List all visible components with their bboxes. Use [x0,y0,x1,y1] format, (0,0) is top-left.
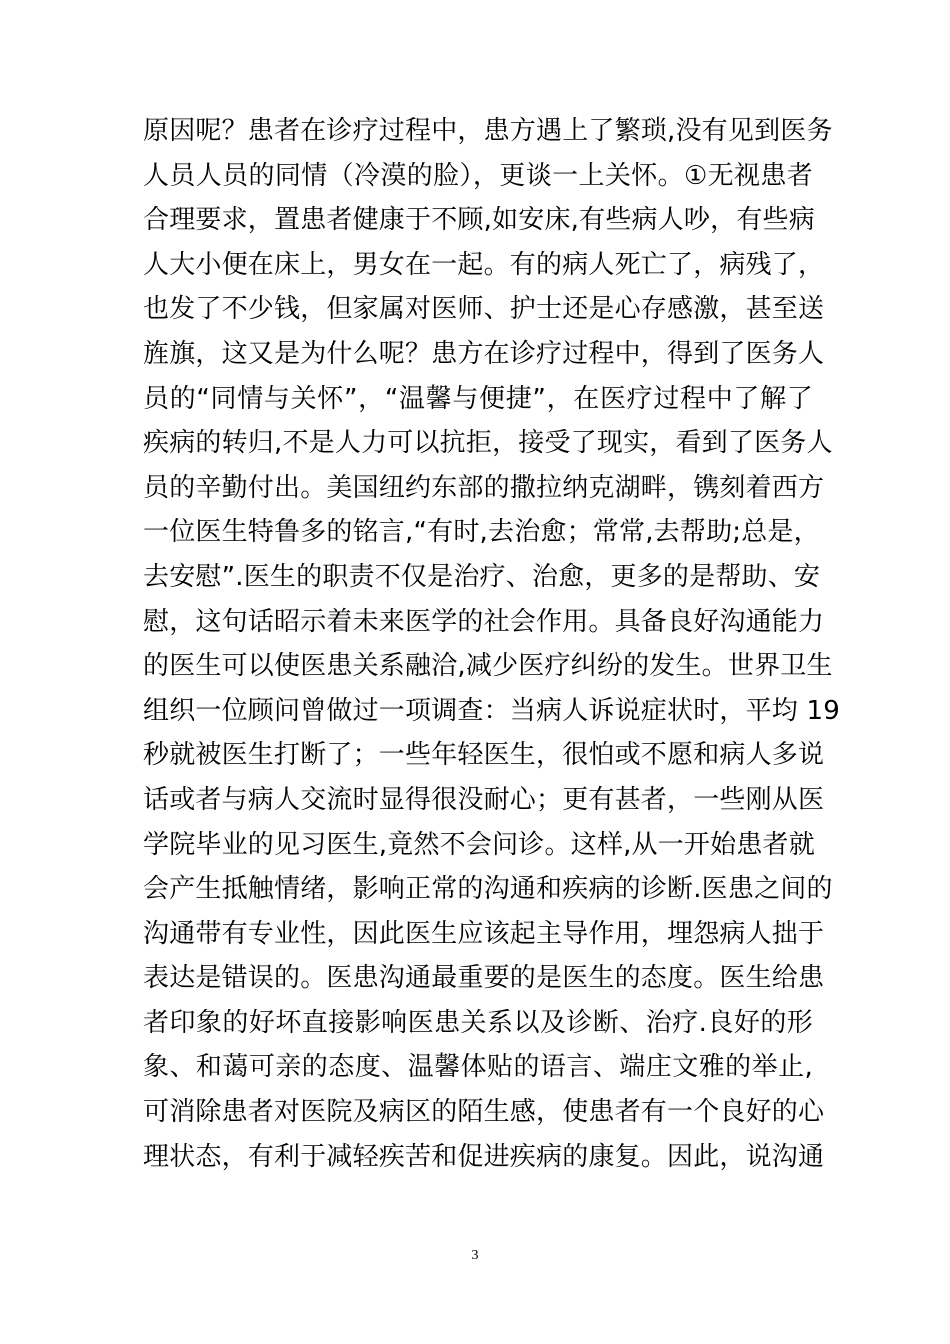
text-line: 原因呢？患者在诊疗过程中，患方遇上了繁琐,没有见到医务 [143,116,833,146]
text-line: 者印象的好坏直接影响医患关系以及诊断、治疗.良好的形 [143,1007,813,1038]
text-line: 合理要求，置患者健康于不顾,如安床,有些病人吵，有些病 [143,205,815,236]
text-line: 话或者与病人交流时显得很没耐心；更有甚者，一些刚从医 [143,784,825,815]
text-line: 人员人员的同情（冷漠的脸），更谈一上关怀。①无视患者 [143,160,813,191]
text-line: 慰，这句话昭示着未来医学的社会作用。具备良好沟通能力 [143,606,825,637]
text-line: 也发了不少钱，但家属对医师、护士还是心存感激，甚至送 [143,294,825,325]
text-line: 学院毕业的见习医生,竟然不会问诊。这样,从一开始患者就 [143,829,815,860]
text-line: 的医生可以使医患关系融洽,减少医疗纠纷的发生。世界卫生 [143,651,833,682]
text-line: 组织一位顾问曾做过一项调查：当病人诉说症状时，平均 19 [143,695,840,726]
text-line: 员的“同情与关怀”，“温馨与便捷”，在医疗过程中了解了 [143,383,813,414]
text-line: 沟通带有专业性，因此医生应该起主导作用，埋怨病人拙于 [143,918,825,949]
text-line: 员的辛勤付出。美国纽约东部的撒拉纳克湖畔，镌刻着西方 [143,472,825,503]
text-line: 旌旗，这又是为什么呢？患方在诊疗过程中，得到了医务人 [143,338,825,369]
text-line: 秒就被医生打断了；一些年轻医生，很怕或不愿和病人多说 [143,740,825,771]
text-line: 会产生抵触情绪，影响正常的沟通和疾病的诊断.医患之间的 [143,874,833,905]
text-line: 可消除患者对医院及病区的陌生感，使患者有一个良好的心 [143,1097,825,1128]
text-line: 去安慰”.医生的职责不仅是治疗、治愈，更多的是帮助、安 [143,561,821,592]
text-line: 表达是错误的。医患沟通最重要的是医生的态度。医生给患 [143,963,825,994]
body-text [143,109,840,1179]
text-line: 理状态，有利于减轻疾苦和促进疾病的康复。因此，说沟通 [143,1141,825,1172]
text-line: 疾病的转归,不是人力可以抗拒，接受了现实，看到了医务人 [143,428,833,459]
text-line: 一位医生特鲁多的铭言,“有时,去治愈；常常,去帮助;总是， [143,517,820,548]
text-line: 象、和蔼可亲的态度、温馨体贴的语言、端庄文雅的举止, [143,1052,813,1083]
text-line: 人大小便在床上，男女在一起。有的病人死亡了，病残了， [143,249,825,280]
page-number: 3 [471,1248,479,1263]
